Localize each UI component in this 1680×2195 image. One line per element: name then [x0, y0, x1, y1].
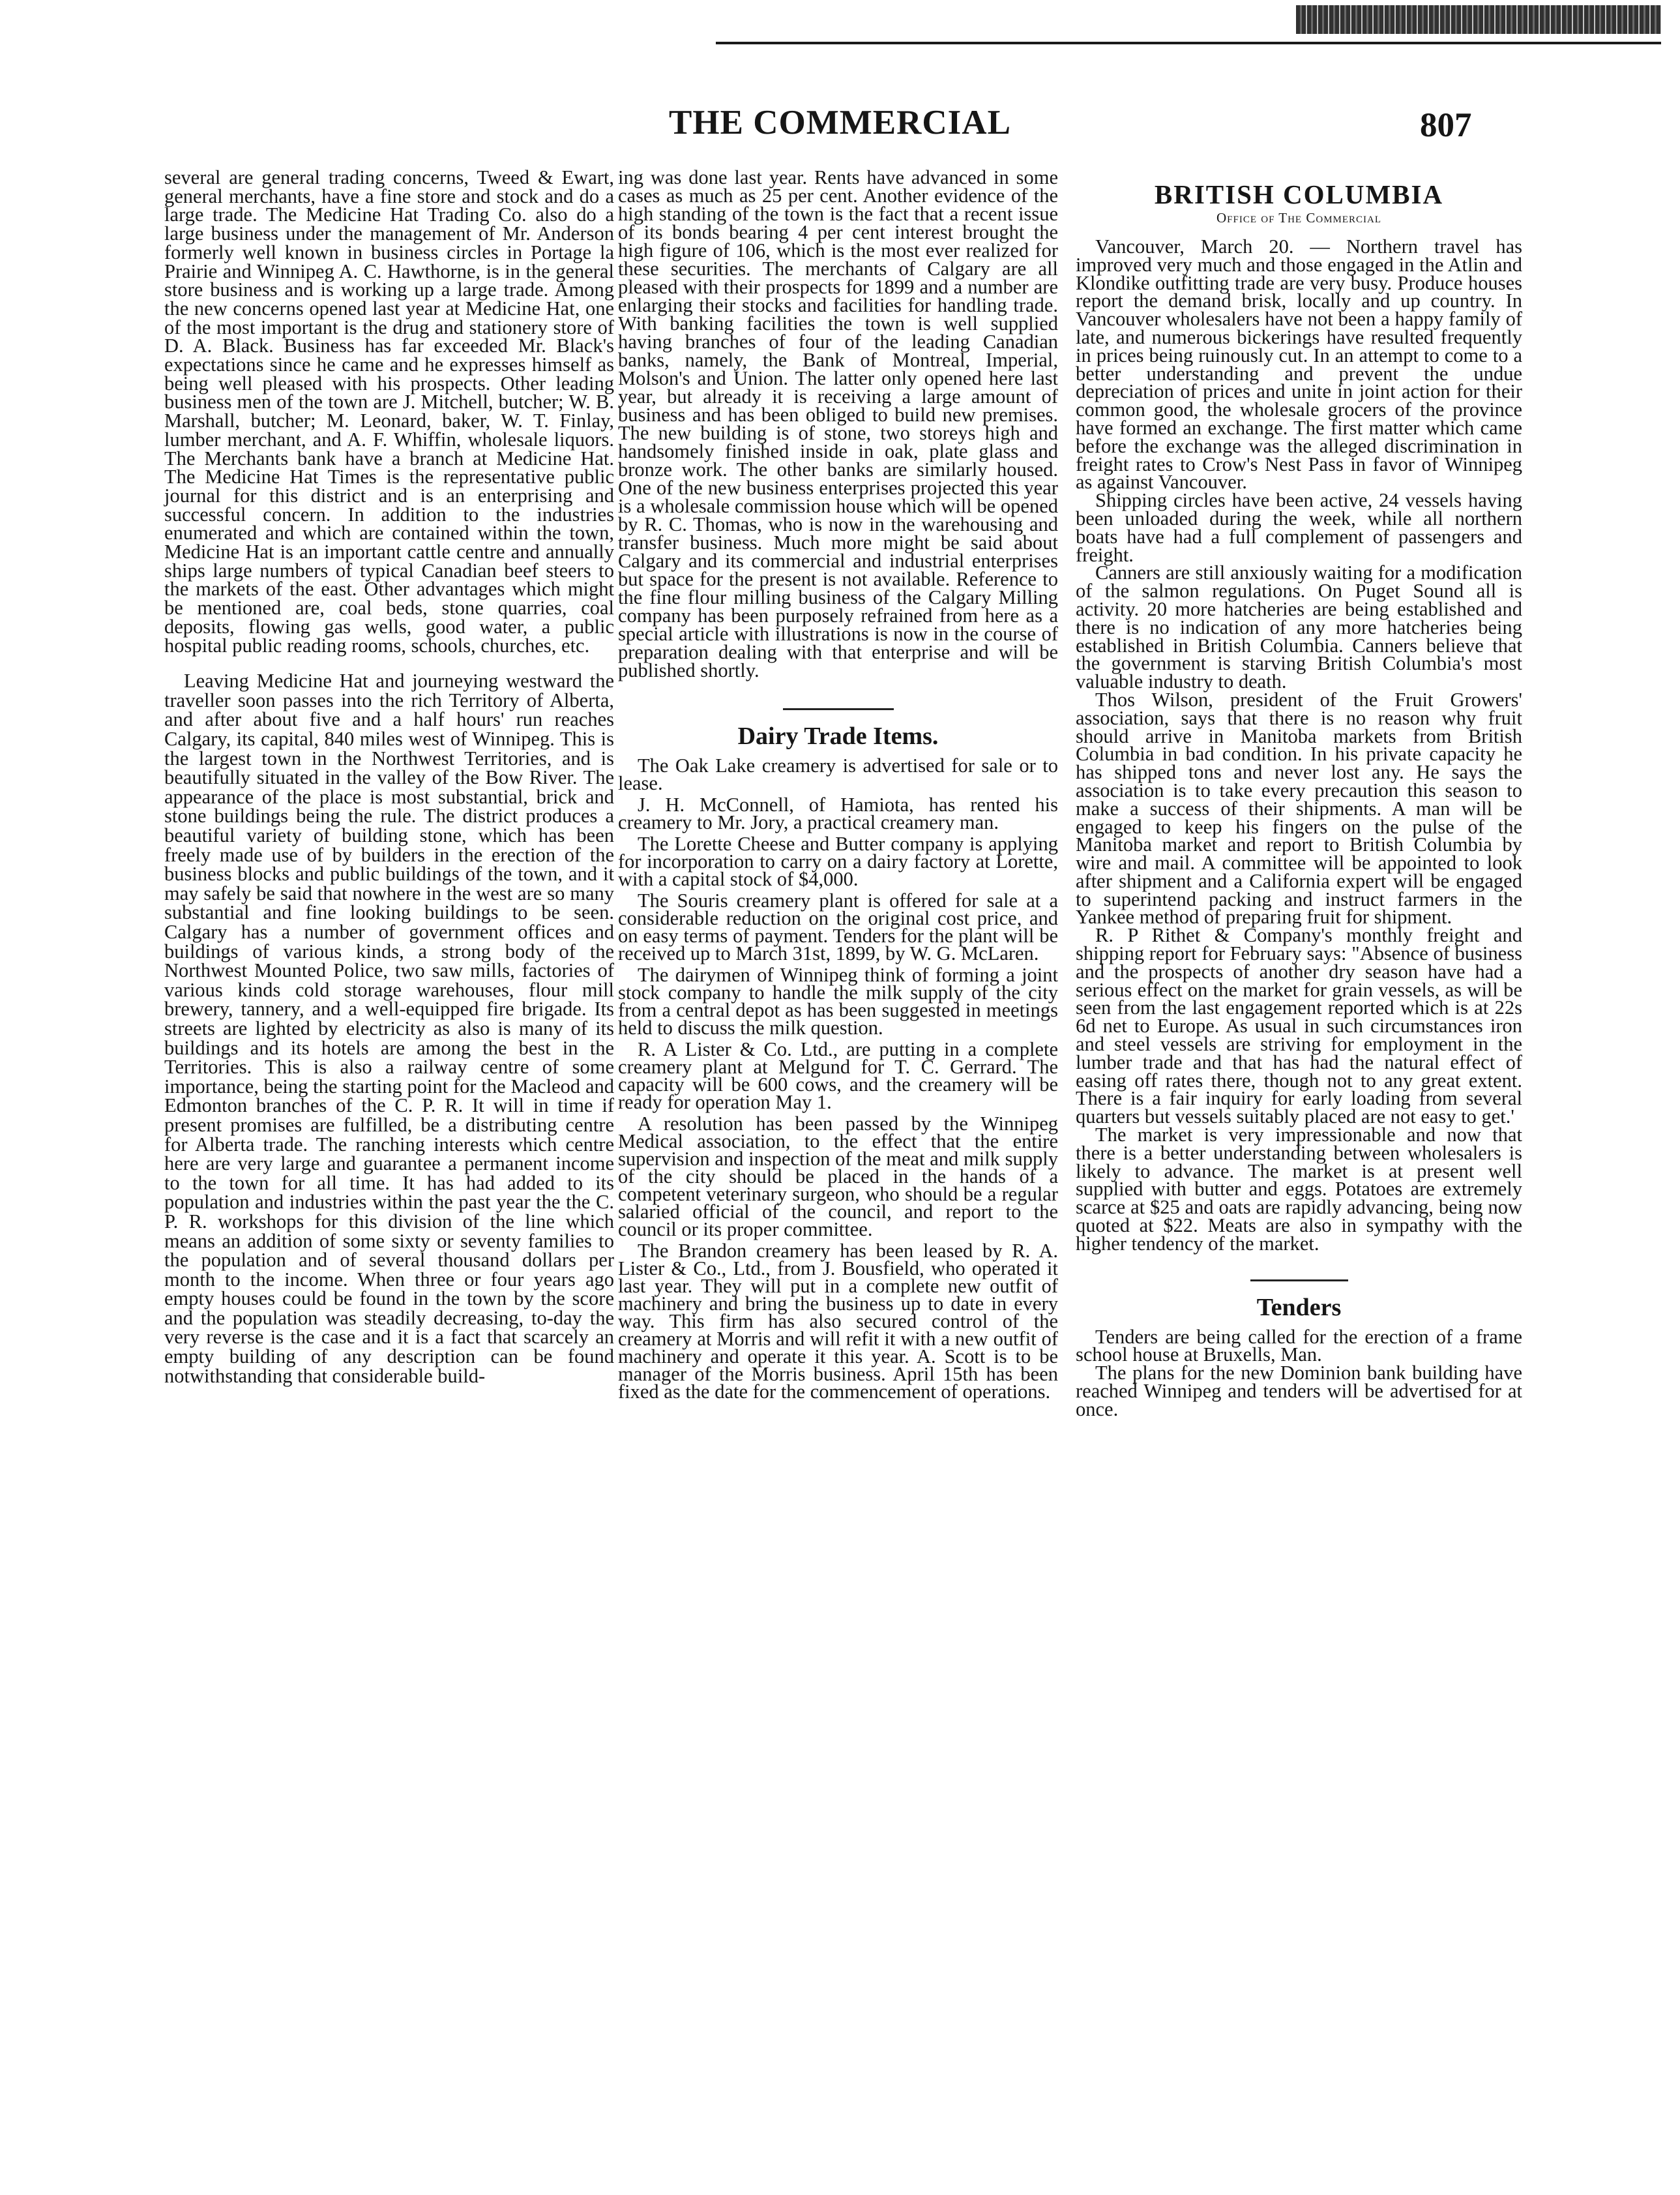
dairy-item: A resolution has been passed by the Winnipeg Medical association, to the effect that the entire supervision and inspection of the meat and milk supply of the city should be placed in the hands of a competent veterinary surgeon, who should be a regular salaried official of the council, and report to the council or its proper committee.	[618, 1112, 1058, 1240]
scan-edge-speckle	[1296, 5, 1661, 34]
column-2	[618, 168, 1058, 1405]
dairy-items	[618, 754, 1058, 1403]
publication-title: THE COMMERCIAL	[669, 104, 1011, 142]
dairy-item: The Oak Lake creamery is advertised for sale or to lease.	[618, 754, 1058, 794]
bc-paragraph: Vancouver, March 20. — Northern travel has improved very much and those engaged in the Atlin and Klondike outfitting trade are very busy. Produce houses report the demand brisk, locally and up country. In Vancouver wholesalers have not been a happy family of late, and numerous bickerings have resulted frequently in prices being ruinously cut. In an attempt to come to a better understanding and prevent the undue depreciation of prices and unite in joint action for their common good, the wholesale grocers of the province have formed an exchange. The first matter which came before the exchange was the alleged discrimination in freight rates to Crow's Nest Pass in favor of Winnipeg as against Vancouver.	[1076, 235, 1522, 494]
article-paragraph: ing was done last year. Rents have advanced in some cases as much as 25 per cent. Another evidence of the high standing of the town is the fact that a recent issue of its bonds bearing 4 per cent interest brought the high figure of 106, which is the most ever realized for these securities. The merchants of Calgary are all pleased with their prospects for 1899 and a number are enlarging their stocks and facilities for handling trade. With banking facilities the town is well supplied having branches of four of the leading Canadian banks, namely, the Bank of Montreal, Imperial, Molson's and Union. The latter only opened here last year, but already it is receiving a large amount of business and has been obliged to build new premises. The new building is of stone, two storeys high and handsomely finished inside in oak, plate glass and bronze work. The other banks are similarly housed. One of the new business enterprises projected this year is a wholesale commission house which will be opened by R. C. Thomas, who is now in the warehousing and transfer business. Much more might be said about Calgary and its commercial and industrial enterprises but space for the present is not available. Reference to the fine flour milling business of the Calgary Milling company has been purposely refrained from here as a special article with illustrations is now in the course of preparation dealing with that enterprise and will be published shortly.	[618, 166, 1058, 681]
british-columbia-subheading: Office of The Commercial	[1216, 210, 1382, 226]
dairy-item: The Souris creamery plant is offered for sale at a considerable reduction on the original cost price, and on easy terms of payment. Tenders for the plant will be received up to March 31st, 1899, by W. G. McLaren.	[618, 889, 1058, 964]
dairy-item: The dairymen of Winnipeg think of forming a joint stock company to handle the milk supply of the city from a central depot as has been suggested in meetings held to discuss the milk question.	[618, 964, 1058, 1039]
column-3	[1076, 168, 1522, 1419]
page-number: 807	[1420, 106, 1472, 144]
column-1	[164, 168, 614, 1386]
section-divider	[1250, 1279, 1348, 1281]
british-columbia-heading: BRITISH COLUMBIA	[1154, 179, 1444, 209]
article-paragraph: Leaving Medicine Hat and journeying westward the traveller soon passes into the rich Territory of Alberta, and after about five and a half hours' run reaches Calgary, its capital, 840 miles west of Winnipeg. This is the largest town in the Northwest Territories, and is beautifully situated in the valley of the Bow River. The appearance of the place is most substantial, brick and stone buildings being the rule. The district produces a beautiful variety of building stone, which has been freely made use of by builders in the erection of the business blocks and public buildings of the town, and it may safely be said that nowhere in the west are so many substantial and fine looking buildings to be seen. Calgary has a number of government offices and buildings of various kinds, a strong body of the Northwest Mounted Police, two saw mills, factories of various kinds cold storage warehouses, flour mill brewery, tannery, and a well-equipped fire brigade. Its streets are lighted by electricity as also is many of its buildings and its hotels are among the best in the Territories. This is also a railway centre of some importance, being the starting point for the Macleod and Edmonton branches of the C. P. R. It will in time if present promises are fulfilled, be a distributing centre for Alberta trade. The ranching interests which centre here are very large and guarantee a permanent income to the town for all time. It has had added to its population and industries within the past year the the C. P. R. workshops for this division of the line which means an addition of some sixty or seventy families to the population and of several thousand dollars per month to the income. When three or four years ago empty houses could be found in the town by the score and the population was steadily decreasing, to-day the very reverse is the case and it is a fact that scarcely an empty building of any description can be found notwithstanding that considerable build-	[164, 670, 614, 1387]
bc-paragraph: R. P Rithet & Company's monthly freight and shipping report for February says: "Absence of business and the prospects of another dry season have had a serious effect on the market for grain vessels, as will be seen from the last engagement reported which is at 22s 6d net to Europe. As usual in such circumstances iron and steel vessels are striving for employment in the lumber trade and that has had the natural effect of easing off rates there, though not to any great extent. There is a fair inquiry for early loading from several quarters but vessels suitably placed are not easy to get.'	[1076, 924, 1522, 1128]
tender-item: Tenders are being called for the erection of a frame school house at Bruxells, Man.	[1076, 1325, 1522, 1366]
masthead	[0, 103, 1680, 155]
dairy-item: The Lorette Cheese and Butter company is applying for incorporation to carry on a dairy factory at Lorette, with a capital stock of $4,000.	[618, 833, 1058, 890]
dairy-item: The Brandon creamery has been leased by R. A. Lister & Co., Ltd., from J. Bousfield, who operated it last year. They will put in a complete new outfit of machinery and bring the business up to date in every way. This firm has also secured control of the creamery at Morris and will refit it with a new outfit of machinery and operate it this year. A. Scott is to be manager of the Morris business. April 15th has been fixed as the date for the commencement of operations.	[618, 1240, 1058, 1403]
article-paragraph: several are general trading concerns, Tweed & Ewart, general merchants, have a fine store and stock and do a large trade. The Medicine Hat Trading Co. also do a large business under the management of Mr. Anderson formerly well known in business circles in Portage la Prairie and Winnipeg A. C. Hawthorne, is in the general store business and is working up a large trade. Among the new concerns opened last year at Medicine Hat, one of the most important is the drug and stationery store of D. A. Black. Business has far exceeded Mr. Black's expectations since he came and he expresses himself as being well pleased with his prospects. Other leading business men of the town are J. Mitchell, butcher; W. B. Marshall, butcher; M. Leonard, baker, W. T. Finlay, lumber merchant, and A. F. Whiffin, wholesale liquors. The Merchants bank have a branch at Medicine Hat. The Medicine Hat Times is the representative public journal for this district and is an enterprising and successful concern. In addition to the industries enumerated and which are contained within the town, Medicine Hat is an important cattle centre and annually ships large numbers of typical Canadian beef steers to the markets of the east. Other advantages which might be mentioned are, coal beds, stone quarries, coal deposits, flowing gas wells, good water, a public hospital public reading rooms, schools, churches, etc.	[164, 166, 614, 657]
section-divider	[783, 708, 894, 710]
tenders-heading: Tenders	[1256, 1293, 1342, 1321]
bc-paragraph: Canners are still anxiously waiting for a modification of the salmon regulations. On Puget Sound all is activity. 20 more hatcheries are being established and there is no indication of any more hatcheries being established in British Columbia. Canners believe that the government is starving British Columbia's most valuable industry to death.	[1076, 561, 1522, 693]
tender-item: The plans for the new Dominion bank building have reached Winnipeg and tenders will be advertised for at once.	[1076, 1362, 1522, 1420]
dairy-heading: Dairy Trade Items.	[737, 723, 939, 750]
top-border-rule	[716, 5, 1661, 44]
dairy-item: J. H. McConnell, of Hamiota, has rented his creamery to Mr. Jory, a practical creamery man.	[618, 794, 1058, 833]
bc-paragraph: Thos Wilson, president of the Fruit Growers' association, says that there is no reason why fruit should arrive in Manitoba markets from British Columbia in bad condition. In his private capacity he has shipped tons and never lost any. He says the association is to take every precaution this season to make a success of their shipments. A man will be engaged to keep his fingers on the pulse of the Manitoba market and report to British Columbia by wire and mail. A committee will be appointed to look after shipment and a California expert will be engaged to superintend packing and instruct farmers in the Yankee method of preparing fruit for shipment.	[1076, 688, 1522, 929]
tenders-items	[1076, 1325, 1522, 1420]
bc-paragraph: The market is very impressionable and now that there is a better understanding between wholesalers is likely to advance. The market is at present well supplied with butter and eggs. Potatoes are extremely scarce at $25 and oats are rapidly advancing, being now quoted at $22. Meats are also in sympathy with the higher tendency of the market.	[1076, 1124, 1522, 1255]
dairy-item: R. A Lister & Co. Ltd., are putting in a complete creamery plant at Melgund for T. C. Gerrard. The capacity will be 600 cows, and the creamery will be ready for operation May 1.	[618, 1038, 1058, 1113]
bc-paragraph: Shipping circles have been active, 24 vessels having been unloaded during the week, while all northern boats have had a full complement of passengers and freight.	[1076, 489, 1522, 566]
